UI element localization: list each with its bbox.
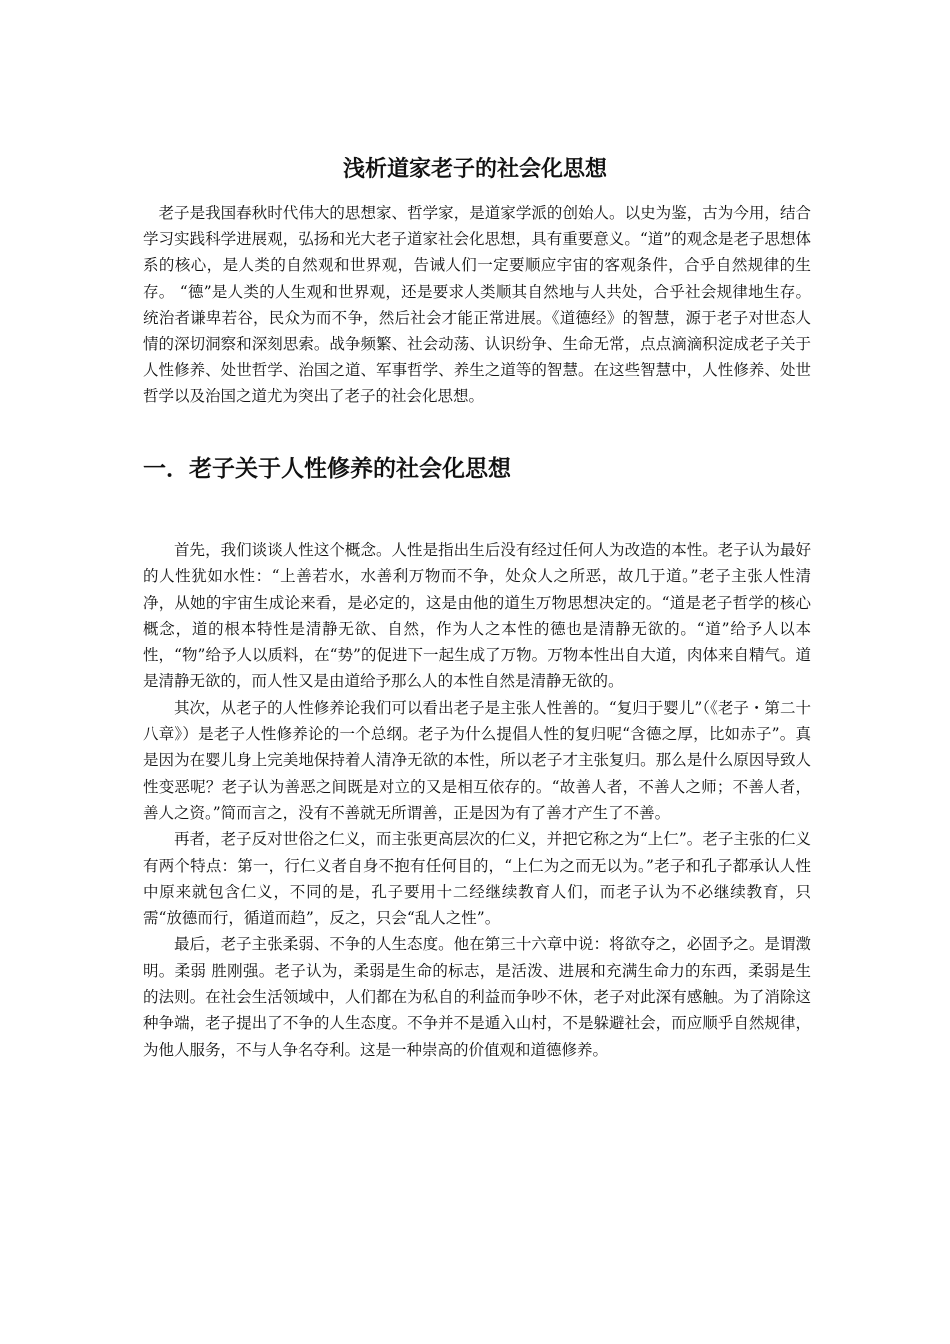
abstract-paragraph: 老子是我国春秋时代伟大的思想家、哲学家，是道家学派的创始人。以史为鉴，古为今用，结合学习实践科学进展观，弘扬和光大老子道家社会化思想，具有重要意义。“道”的观念是老子思想体系的核心，是人类的自然观和世界观，告诫人们一定要顺应宇宙的客观条件，合乎自然规律的生存。 “德”是人类的人生观和世界观，还是要求人类顺其自然地与人共处，合乎社会规律地生存。统治者谦卑若谷，民众为而不争，然后社会才能正常进展。《道德经》的智慧，源于老子对世态人情的深切洞察和深刻思索。战争频繁、社会动荡、认识纷争、生命无常，点点滴滴积淀成老子关于人性修养、处世哲学、治国之道、军事哲学、养生之道等的智慧。在这些智慧中，人性修养、处世哲学以及治国之道尤为突出了老子的社会化思想。 bbox=[143, 204, 811, 406]
document-title: 浅析道家老子的社会化思想 bbox=[342, 157, 607, 182]
section-body bbox=[143, 537, 811, 1063]
body-paragraph-2: 其次，从老子的人性修养论我们可以看出老子是主张人性善的。“复归于婴儿”（《老子・第二十八章》）是老子人性修养论的一个总纲。老子为什么提倡人性的复归呢“含德之厚，比如赤子”。真是因为在婴儿身上完美地保持着人清净无欲的本性，所以老子才主张复归。那么是什么原因导致人性变恶呢？老子认为善恶之间既是对立的又是相互依存的。“故善人者，不善人之师；不善人者，善人之资。”简而言之，没有不善就无所谓善，正是因为有了善才产生了不善。 bbox=[143, 698, 811, 822]
body-paragraph-4: 最后，老子主张柔弱、不争的人生态度。他在第三十六章中说：将欲夺之，必固予之。是谓澂明。柔弱 胜刚强。老子认为，柔弱是生命的标志，是活泼、进展和充满生命力的东西，柔弱是生的法则。在社会生活领域中，人们都在为私自的利益而争吵不休，老子对此深有感触。为了消除这种争端，老子提出了不争的人生态度。不争并不是遁入山村，不是躲避社会，而应顺乎自然规律，为他人服务，不与人争名夺利。这是一种崇高的价值观和道德修养。 bbox=[143, 935, 811, 1059]
body-paragraph-1: 首先，我们谈谈人性这个概念。人性是指出生后没有经过任何人为改造的本性。老子认为最好的人性犹如水性：“上善若水，水善利万物而不争，处众人之所恶，故几于道。”老子主张人性清净，从她的宇宙生成论来看，是必定的，这是由他的道生万物思想决定的。“道是老子哲学的核心概念，道的根本特性是清静无欲、自然，作为人之本性的德也是清静无欲的。“道”给予人以本性，“物”给予人以质料，在“势”的促进下一起生成了万物。万物本性出自大道，肉体来自精气。道是清静无欲的，而人性又是由道给予那么人的本性自然是清静无欲的。 bbox=[143, 541, 811, 691]
body-paragraph-3: 再者，老子反对世俗之仁义，而主张更高层次的仁义，并把它称之为“上仁”。老子主张的仁义有两个特点：第一，行仁义者自身不抱有任何目的，“上仁为之而无以为。”老子和孔子都承认人性中原来就包含仁义，不同的是，孔子要用十二经继续教育人们，而老子认为不必继续教育，只需“放德而行，循道而趋”，反之，只会“乱人之性”。 bbox=[143, 830, 811, 928]
section-heading: 一．老子关于人性修养的社会化思想 bbox=[143, 456, 511, 482]
